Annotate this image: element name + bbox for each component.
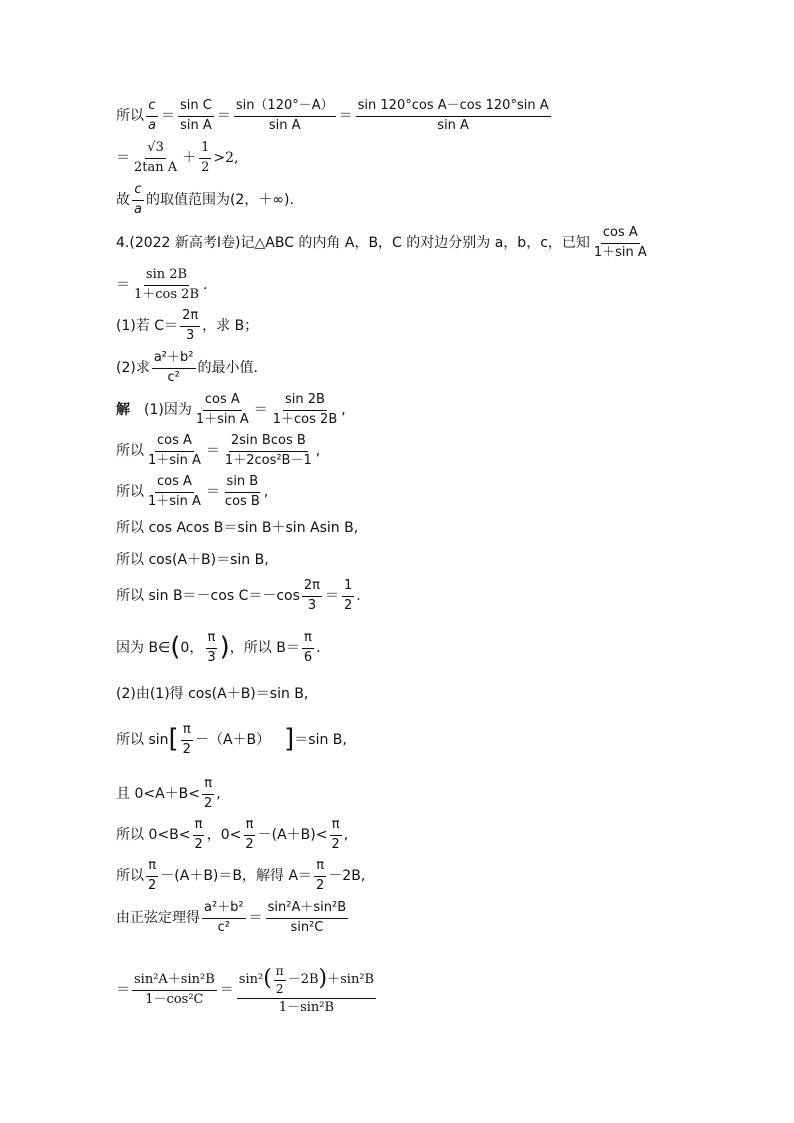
fraction: $\frac{\pi}{3}$ [207,630,216,665]
fraction: $\frac{\pi}{2}$ [194,817,203,852]
fraction: $\frac{c}{a}$ [148,98,156,133]
equals: ＝ [219,982,234,998]
text: －（A＋B） [194,732,271,748]
text: 由正弦定理得 [116,910,200,926]
fraction: $\frac{\pi}{2}$ [275,963,284,996]
text: 所以 [116,443,144,459]
text: 所以 [116,868,144,884]
text: －(A＋B)< [257,827,328,843]
text: －(A＋B)＝B，解得 A＝ [160,868,313,884]
fraction: $\frac{\text{sin²A＋sin²B}}{\text{sin²C}}$ [267,900,347,935]
fraction: $\frac{c}{a}$ [134,182,142,217]
paren: ) [219,632,230,662]
numerator: sin² ( $\frac{\pi}{2}$ －2B ) ＋sin²B [237,965,376,999]
fraction: $\frac{\pi}{6}$ [303,630,313,665]
equals: ＝ [116,150,130,166]
text: ，所以 B＝ [229,640,300,656]
text: ，求 B； [202,318,259,334]
paren: ( [170,632,181,662]
fraction: $\frac{\text{sin 120°cos A－cos 120°sin A}}{\text{sin A}}$ [357,98,549,133]
fraction: $\frac{\pi}{2}$ [182,722,191,757]
text: (1)因为 [144,402,192,418]
text: 所以 sin [116,732,169,748]
fraction: $\frac{2\pi}{3}$ [182,308,199,343]
bracket: ] [284,724,295,754]
step-sin-b [116,578,361,614]
equals: ＝ [248,910,263,926]
problem-4-statement-cont [116,267,207,303]
step-cos-sum [116,542,269,578]
equals: ＝ [160,108,175,124]
eq-line-1 [116,98,553,134]
text: 所以 [116,484,144,500]
step-substitute [116,963,378,1016]
text: 0， [180,640,204,656]
text: 所以 0<B< [116,827,191,843]
range-line [116,182,294,218]
fraction: $\frac{\text{a²＋b²}}{\text{c²}}$ [153,350,194,385]
text: 所以 [116,108,144,124]
eq-line-2 [116,140,239,176]
equals: ＝ [338,108,353,124]
fraction: $\frac{\text{sin²A＋sin²B}}{\text{1－cos²C}}$ [134,972,215,1007]
text: 的取值范围为(2，＋∞). [145,192,294,208]
equals: ＝ [205,484,220,500]
fraction: $\frac{\sin 2B}{1+\cos 2B}$ [134,267,200,302]
fraction: $\frac{\pi}{2}$ [148,858,157,893]
text: (1)若 C＝ [116,318,179,334]
step-ranges [116,817,348,853]
equals: ＝ [205,443,220,459]
text: 且 0<A＋B< [116,786,200,802]
text: >2, [213,150,239,166]
fraction: $\frac{2\pi}{3}$ [303,578,321,613]
fraction: $\frac{\sin(120^\circ-A)}{\text{sin A}}$ [235,98,334,133]
equals: ＝ [116,982,130,998]
text: , [343,827,349,843]
equals: ＝ [116,277,130,293]
fraction: $\frac{\text{sin B}}{\text{cos B}}$ [224,474,260,509]
text: , [263,484,269,500]
subquestion-2 [116,350,258,386]
text: 的最小值. [197,360,258,376]
fraction: $\frac{\pi}{2}$ [245,817,254,852]
fraction: $\frac{\text{cos A}}{\text{1＋sin A}}$ [148,474,201,509]
text: 故 [116,192,130,208]
equals: ＝ [216,108,231,124]
fraction: sin² ( $\frac{\pi}{2}$ －2B ) ＋sin²B 1－sin²B [238,963,375,1016]
step-double-angle [116,433,320,469]
text: . [316,640,321,656]
fraction: $\frac{\text{sin C}}{\text{sin A}}$ [179,98,212,133]
fraction: $\frac{√3}{\text{2tan A}}$ [134,140,178,175]
text: , [341,402,346,418]
fraction: $\frac{\text{cos A}}{\text{1＋sin A}}$ [195,392,249,427]
text: ＝sin B, [294,732,347,748]
text: 所以 cos Acos B＝sin B＋sin Asin B, [116,520,359,536]
solution-start [116,392,346,428]
problem-4-statement [116,225,651,261]
step-simplify [116,474,268,510]
text: (2)求 [116,360,150,376]
step-cofunction [116,722,347,758]
text: , [216,786,221,802]
fraction: $\frac{\sin 2B}{1+\cos 2B}$ [272,392,338,427]
fraction: $\frac{\pi}{2}$ [331,817,340,852]
text: ，0< [206,827,242,843]
text: 因为 B∈ [116,640,171,656]
equals: ＝ [325,588,340,604]
bracket: [ [168,724,179,754]
fraction: $\frac{1}{2}$ [344,578,353,613]
step-solve-a [116,858,365,894]
part-2-start [116,676,308,712]
text: 4.(2022 新高考Ⅰ卷)记△ABC 的内角 A，B，C 的对边分别为 a，b，c，已知 [116,235,590,251]
text: 所以 cos(A＋B)＝sin B, [116,552,269,568]
step-sum-range [116,776,221,812]
step-cross-multiply [116,510,358,546]
text: . [356,588,361,604]
fraction: $\frac{\text{2sin Bcos B}}{\text{1＋2cos²B－1}}$ [224,433,312,468]
fraction: $\frac{\text{a²＋b²}}{\text{c²}}$ [204,900,244,935]
fraction: $\frac{\text{cos A}}{\text{1＋sin A}}$ [148,433,201,468]
solution-label: 解 [116,402,130,418]
fraction: $\frac{1}{2}$ [201,140,210,175]
text: , [315,443,321,459]
text: . [203,277,208,293]
fraction: $\frac{\text{cos A}}{\text{1＋sin A}}$ [593,225,647,260]
step-sine-rule [116,900,350,936]
text: －2B, [328,868,366,884]
equals: ＝ [253,402,268,418]
subquestion-1 [116,308,258,344]
text: (2)由(1)得 cos(A＋B)＝sin B, [116,686,309,702]
fraction: $\frac{\pi}{2}$ [316,858,325,893]
plus: ＋ [182,150,197,166]
fraction: $\frac{\pi}{2}$ [204,776,213,811]
text: 所以 sin B＝－cos C＝－cos [116,588,300,604]
step-b-range [116,630,321,666]
